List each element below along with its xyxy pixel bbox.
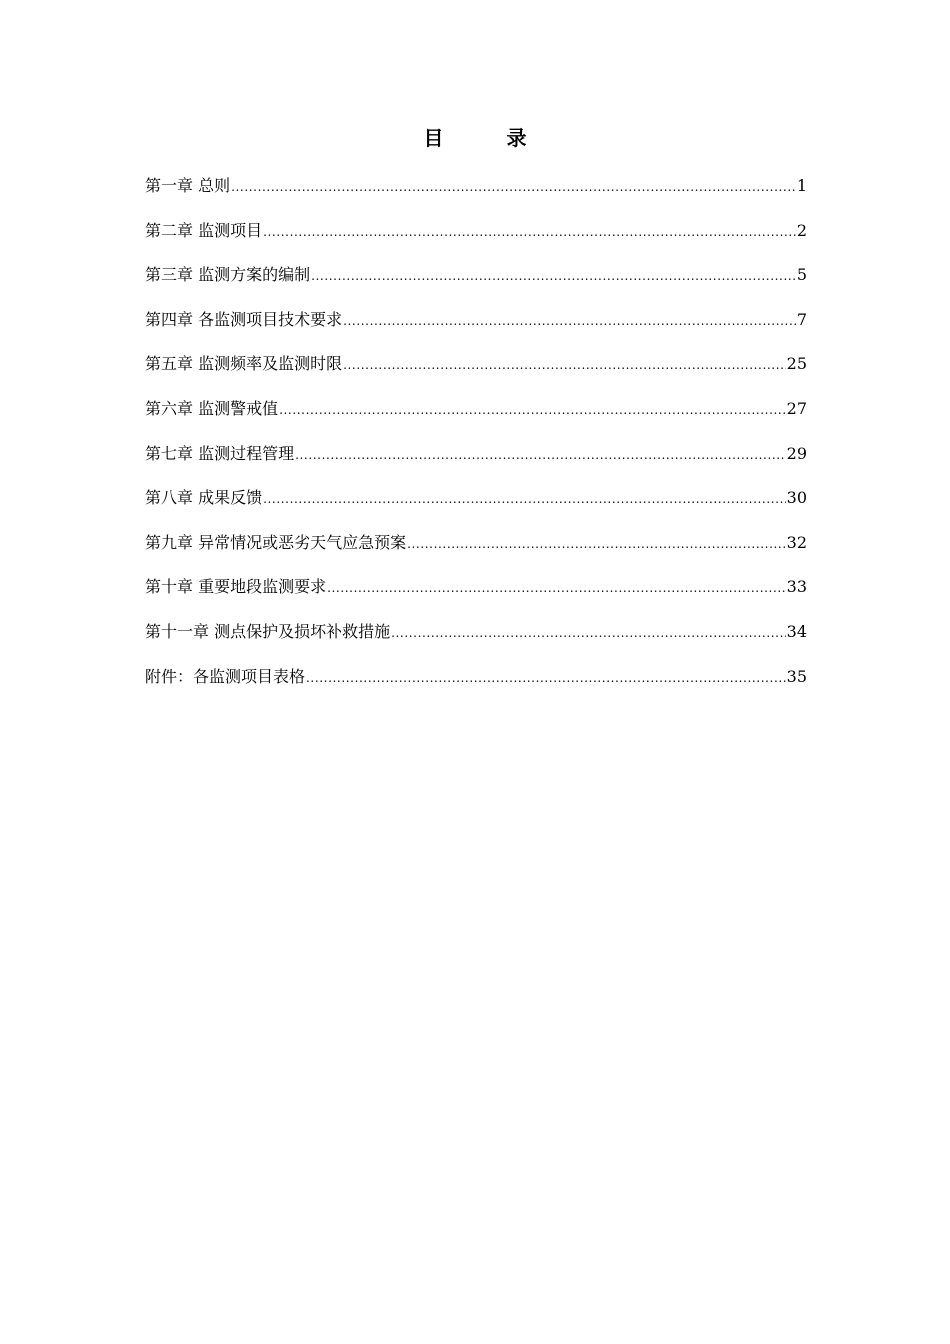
toc-entry-text: 第八章 成果反馈 xyxy=(145,488,263,508)
toc-page-number: 33 xyxy=(786,577,807,597)
toc-page-number: 7 xyxy=(796,309,807,329)
toc-dot-leader xyxy=(311,262,796,290)
toc-entry[interactable] xyxy=(145,350,807,395)
toc-entry-text: 第七章 监测过程管理 xyxy=(145,443,295,463)
toc-page-number: 1 xyxy=(796,176,807,195)
toc-page-number: 5 xyxy=(796,265,807,285)
toc-page-number: 27 xyxy=(786,398,807,418)
toc-page-number: 32 xyxy=(786,532,807,552)
toc-dot-leader xyxy=(295,441,786,469)
toc-entry[interactable] xyxy=(145,484,807,529)
toc-entry[interactable] xyxy=(145,618,807,663)
toc-dot-leader xyxy=(343,351,786,379)
toc-entry-text: 第十章 重要地段监测要求 xyxy=(145,577,327,597)
toc-entry[interactable] xyxy=(145,573,807,618)
toc-entry[interactable] xyxy=(145,529,807,574)
toc-entry[interactable] xyxy=(145,172,807,217)
toc-dot-leader xyxy=(306,664,786,692)
toc-page-number: 25 xyxy=(786,354,807,374)
toc-entry[interactable] xyxy=(145,261,807,306)
toc-entry[interactable] xyxy=(145,663,807,708)
toc-entry-text: 第一章 总则 xyxy=(145,176,231,195)
toc-dot-leader xyxy=(231,173,796,201)
toc-entry-text: 第二章 监测项目 xyxy=(145,220,263,240)
toc-page-number: 35 xyxy=(786,666,807,686)
toc-entry-text: 第十一章 测点保护及损坏补救措施 xyxy=(145,621,391,641)
toc-entry-text: 第五章 监测频率及监测时限 xyxy=(145,354,343,374)
toc-entry-text: 第四章 各监测项目技术要求 xyxy=(145,309,343,329)
toc-page-number: 34 xyxy=(786,621,807,641)
toc-dot-leader xyxy=(327,574,786,602)
toc-entry[interactable] xyxy=(145,306,807,351)
toc-page-number: 2 xyxy=(796,220,807,240)
toc-entry[interactable] xyxy=(145,395,807,440)
toc-dot-leader xyxy=(279,396,786,424)
toc-entry-text: 第六章 监测警戒值 xyxy=(145,398,279,418)
toc-page-number: 30 xyxy=(786,488,807,508)
toc-dot-leader xyxy=(343,307,796,335)
toc-page-number: 29 xyxy=(786,443,807,463)
toc-entry[interactable] xyxy=(145,217,807,262)
toc-dot-leader xyxy=(407,530,786,558)
toc-entry[interactable] xyxy=(145,440,807,485)
toc-dot-leader xyxy=(391,619,786,647)
toc-list xyxy=(145,172,807,707)
toc-entry-text: 第九章 异常情况或恶劣天气应急预案 xyxy=(145,532,407,552)
toc-dot-leader xyxy=(263,218,796,246)
toc-entry-text: 附件：各监测项目表格 xyxy=(145,666,306,686)
toc-title: 目 录 xyxy=(423,126,555,150)
toc-entry-text: 第三章 监测方案的编制 xyxy=(145,265,311,285)
toc-dot-leader xyxy=(263,485,786,513)
